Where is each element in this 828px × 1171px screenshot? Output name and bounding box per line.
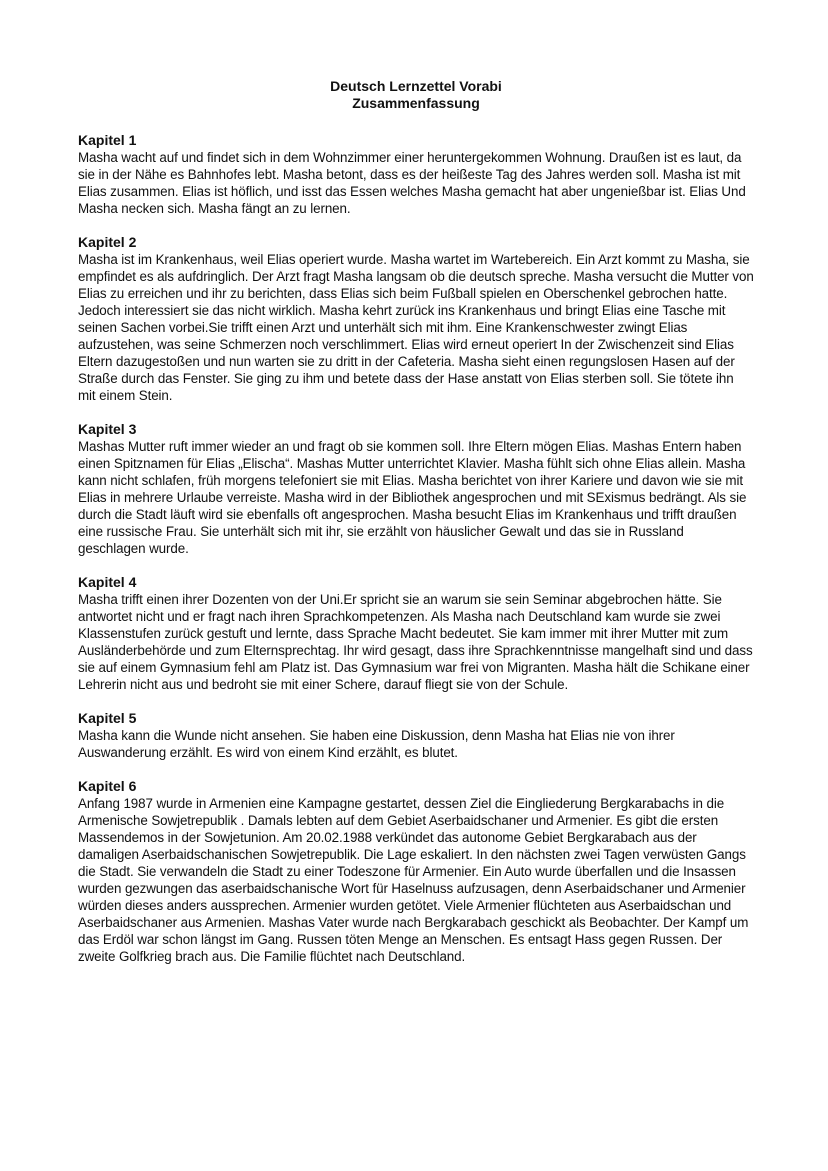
chapter-3 [78,421,754,557]
chapter-4 [78,574,754,693]
chapter-heading: Kapitel 6 [78,778,137,794]
chapter-text: Masha kann die Wunde nicht ansehen. Sie haben eine Diskussion, denn Masha hat Elias nie von ihrer Auswanderung erzählt. Es wird von einem Kind erzählt, es blutet. [78,728,675,760]
chapter-text: Mashas Mutter ruft immer wieder an und fragt ob sie kommen soll. Ihre Eltern mögen Elias. Mashas Entern haben einen Spitznamen für Elias „Elischa“. Mashas Mutter unterrichtet Klavier. Masha fühlt sich ohne Elias allein. Masha kann nicht schlafen, früh morgens telefoniert sie mit Elias. Masha berichtet von ihrer Kariere und davon wie sie mit Elias in mehrere Urlaube verreiste. Masha wird in der Bibliothek angesprochen und mit SExismus bedrängt. Als sie durch die Stadt läuft wird sie ebenfalls oft angesprochen. Masha besucht Elias im Krankenhaus und trifft draußen eine russische Frau. Sie unterhält sich mit ihr, sie erzählt von häuslicher Gewalt und das sie in Russland geschlagen wurde. [78,439,747,556]
chapter-heading: Kapitel 5 [78,710,137,726]
chapter-heading: Kapitel 4 [78,574,137,590]
chapter-heading: Kapitel 2 [78,234,137,250]
chapter-text: Masha trifft einen ihrer Dozenten von der Uni.Er spricht sie an warum sie sein Seminar abgebrochen hätte. Sie antwortet nicht und er fragt nach ihren Sprachkompetenzen. Als Masha nach Deutschland kam wurde sie zwei Klassenstufen zurück gestuft und lernte, dass Sprache Macht bedeutet. Sie kam immer mit ihrer Mutter mit zum Ausländerbehörde und zum Elternsprechtag. Ihr wird gesagt, dass ihre Sprachkenntnisse mangelhaft sind und dass sie auf einem Gymnasium fehl am Platz ist. Das Gymnasium war frei von Migranten. Masha hält die Schikane einer Lehrerin nicht aus und bedroht sie mit einer Schere, darauf fliegt sie von der Schule. [78,592,753,692]
chapter-text: Masha ist im Krankenhaus, weil Elias operiert wurde. Masha wartet im Wartebereich. Ein Arzt kommt zu Masha, sie empfindet es als aufdringlich. Der Arzt fragt Masha langsam ob die deutsch spreche. Masha versucht die Mutter von Elias zu erreichen und ihr zu berichten, dass Elias sich beim Fußball spielen en Oberschenkel gebrochen hatte. Jedoch interessiert sie das nicht wirklich. Masha kehrt zurück ins Krankenhaus und bringt Elias eine Tasche mit seinen Sachen vorbei.Sie trifft einen Arzt und unterhält sich mit ihm. Eine Krankenschwester zwingt Elias aufzustehen, was seine Schmerzen noch verschlimmert. Elias wird erneut operiert In der Zwischenzeit sind Elias Eltern dazugestoßen und nun warten sie zu dritt in der Cafeteria. Masha sieht einen regungslosen Hasen auf der Straße durch das Fenster. Sie ging zu ihm und betete dass der Hase anstatt von Elias sterben soll. Sie tötete ihn mit einem Stein. [78,252,754,403]
chapter-heading: Kapitel 1 [78,132,137,148]
chapter-1 [78,132,754,217]
chapter-text: Masha wacht auf und findet sich in dem Wohnzimmer einer heruntergekommen Wohnung. Draußen ist es laut, da sie in der Nähe es Bahnhofes lebt. Masha betont, dass es der heißeste Tag des Jahres werden soll. Masha ist mit Elias zusammen. Elias ist höflich, und isst das Essen welches Masha gemacht hat aber ungenießbar ist. Elias Und Masha necken sich. Masha fängt an zu lernen. [78,150,746,216]
document-page [78,78,754,982]
chapter-heading: Kapitel 3 [78,421,137,437]
chapter-text: Anfang 1987 wurde in Armenien eine Kampagne gestartet, dessen Ziel die Eingliederung Bergkarabachs in die Armenische Sowjetrepublik . Damals lebten auf dem Gebiet Aserbaidschaner und Armenier. Es gibt die ersten Massendemos in der Sowjetunion. Am 20.02.1988 verkündet das autonome Gebiet Bergkarabach aus der damaligen Aserbaidschanischen Sowjetrepublik. Die Lage eskaliert. In den nächsten zwei Tagen verwüsten Gangs die Stadt. Sie verwandeln die Stadt zu einer Todeszone für Armenier. Ein Auto wurde überfallen und die Insassen wurden gezwungen das aserbaidschanische Wort für Haselnuss aufzusagen, denn Aserbaidschaner und Armenier würden dieses anders aussprechen. Armenier wurden getötet. Viele Armenier flüchteten aus Aserbaidschan und Aserbaidschaner aus Armenien. Mashas Vater wurde nach Bergkarabach geschickt als Beobachter. Der Kampf um das Erdöl war schon längst im Gang. Russen töten Menge an Menschen. Es entsagt Hass gegen Russen. Der zweite Golfkrieg brach aus. Die Familie flüchtet nach Deutschland. [78,796,749,964]
document-subtitle: Zusammenfassung [352,95,480,111]
title-block [78,78,754,112]
chapter-2 [78,234,754,404]
document-title: Deutsch Lernzettel Vorabi [330,78,502,94]
chapter-6 [78,778,754,965]
chapter-5 [78,710,754,761]
